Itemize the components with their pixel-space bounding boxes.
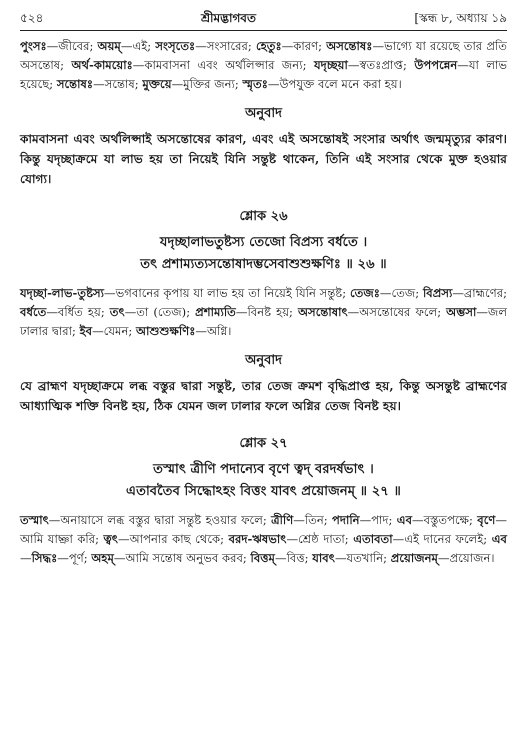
synonym-meaning: আমি যাচ্ঞা করি; bbox=[20, 532, 104, 546]
synonym-meaning: জীবের; bbox=[58, 39, 98, 53]
synonym-meaning: তা (তেজ); bbox=[136, 305, 196, 319]
synonym-meaning: বিত্ত; bbox=[286, 551, 313, 565]
synonym-meaning: সন্তোষ; bbox=[104, 77, 143, 91]
translation-heading-26: অনুবাদ bbox=[245, 353, 282, 368]
synonym-word: মুক্তয়ে bbox=[142, 77, 172, 91]
synonym-word: এব bbox=[491, 532, 507, 546]
synonym-word: বর্ধতে bbox=[20, 305, 47, 319]
synonym-word: হেতুঃ bbox=[255, 39, 282, 53]
synonym-meaning: বস্তুতপক্ষে; bbox=[423, 513, 478, 527]
synonym-meaning: বর্ধিত হয়; bbox=[57, 305, 110, 319]
translation-26: যে ব্রাহ্মণ যদৃচ্ছাক্রমে লব্ধ বস্তুর দ্বারা সন্তুষ্ট, তার তেজ ক্রমশ বৃদ্ধিপ্রাপ্ত হয়, কিন্তু অসন্তুষ্ট ব্রাহ্মণের আধ্যাত্মিক শক্তি বিনষ্ট হয়, ঠিক যেমন জল ঢালার ফলে অগ্নির তেজ বিনষ্ট হয়। bbox=[20, 379, 507, 413]
synonym-meaning: সংসারের; bbox=[206, 39, 256, 53]
synonym-word: বরদ-ঋষভাৎ bbox=[228, 532, 287, 546]
synonym-word: পুংসঃ bbox=[20, 39, 47, 53]
synonym-word: বৃণে bbox=[477, 513, 496, 527]
synonym-meaning: যেমন; bbox=[103, 324, 136, 338]
synonym-meaning: ব্রাহ্মণের; bbox=[464, 286, 507, 300]
synonyms-paragraph-26: যদৃচ্ছা-লাভ-তুষ্টস্য—ভগবানের কৃপায় যা লাভ হয় তা নিয়েই যিনি সন্তুষ্ট; তেজঃ—তেজ; বিপ্রস্য—ব্রাহ্মণের; বর্ধতে—বর্ধিত হয়; তৎ—তা (তেজ); প্রশাম্যতি—বিনষ্ট হয়; অসন্তোষাৎ—অসন্তোষের ফলে; অম্ভসা—জল ঢালার দ্বারা; ইব—যেমন; আশুশুক্ষণিঃ—অগ্নি। bbox=[20, 286, 507, 338]
synonym-word: তেজঃ bbox=[349, 286, 380, 300]
synonym-word: সিদ্ধঃ bbox=[31, 551, 58, 565]
synonym-meaning: প্রয়োজন। bbox=[449, 551, 495, 565]
synonym-word: অয়ম্ bbox=[97, 39, 121, 53]
synonym-meaning: ভাগ্যে যা রয়েছে তার প্রতি অসন্তোষ; bbox=[20, 39, 508, 72]
synonym-word: অসন্তোষঃ bbox=[326, 39, 373, 53]
translation-25: কামবাসনা এবং অর্থলিপ্সাই অসন্তোষের কারণ, এবং এই অসন্তোষই সংসার অর্থাৎ জন্মমৃত্যুর কারণ। কিন্তু যদৃচ্ছাক্রমে যা লাভ হয় তা নিয়েই যিনি সন্তুষ্ট থাকেন, তিনি এই সংসার থেকে মুক্ত হওয়ার যোগ্য। bbox=[20, 132, 507, 186]
synonym-word: প্রয়োজনম্ bbox=[390, 551, 438, 565]
synonym-meaning: আমি সন্তোষ অনুভব করব; bbox=[125, 551, 251, 565]
synonym-word: বিপ্রস্য bbox=[422, 286, 453, 300]
synonym-word: পদানি bbox=[332, 513, 360, 527]
synonym-meaning: পূর্ণ; bbox=[68, 551, 92, 565]
verse-27-line-1: তস্মাৎ ত্রীণি পদান্যেব বৃণে ত্বদ্ বরদর্ষভাৎ । bbox=[153, 462, 374, 477]
synonym-meaning: তেজ; bbox=[391, 286, 423, 300]
synonym-word: ইব bbox=[79, 324, 93, 338]
synonym-word: ত্রীণি bbox=[271, 513, 294, 527]
synonym-word: তস্মাৎ bbox=[20, 513, 49, 527]
synonym-meaning: পাদ; bbox=[371, 513, 397, 527]
synonym-meaning: কামবাসনা এবং অর্থলিপ্সার জন্য; bbox=[144, 58, 314, 72]
synonym-meaning: যতখানি; bbox=[346, 551, 391, 565]
synonym-word: অসন্তোষাৎ bbox=[298, 305, 348, 319]
synonym-word: সংসৃতেঃ bbox=[155, 39, 196, 53]
synonym-word: ত্বৎ bbox=[103, 532, 118, 546]
translation-heading-25: অনুবাদ bbox=[245, 106, 282, 121]
verse-26-line-1: যদৃচ্ছালাভতুষ্টস্য তেজো বিপ্রস্য বর্ধতে । bbox=[159, 235, 368, 250]
synonym-word: অম্ভসা bbox=[446, 305, 477, 319]
synonym-word: যাবৎ bbox=[312, 551, 335, 565]
verse-heading-26: শ্লোক ২৬ bbox=[239, 209, 288, 224]
synonym-word: তৎ bbox=[109, 305, 125, 319]
synonyms-paragraph-25: পুংসঃ—জীবের; অয়ম্—এই; সংসৃতেঃ—সংসারের; হেতুঃ—কারণ; অসন্তোষঃ—ভাগ্যে যা রয়েছে তার প্রতি অসন্তোষ; অর্থ-কাময়োঃ—কামবাসনা এবং অর্থলিপ্সার জন্য; যদৃচ্ছয়া—স্বতঃপ্রাপ্ত; উপপন্নেন—যা লাভ হয়েছে; সন্তোষঃ—সন্তোষ; মুক্তয়ে—মুক্তির জন্য; স্মৃতঃ—উপযুক্ত বলে মনে করা হয়। bbox=[20, 39, 508, 91]
synonym-meaning: অসন্তোষের ফলে; bbox=[359, 305, 447, 319]
synonyms-paragraph-27: তস্মাৎ—অনায়াসে লব্ধ বস্তুর দ্বারা সন্তুষ্ট হওয়ার ফলে; ত্রীণি—তিন; পদানি—পাদ; এব—বস্তুতপক্ষে; বৃণে—আমি যাচ্ঞা করি; ত্বৎ—আপনার কাছ থেকে; বরদ-ঋষভাৎ—শ্রেষ্ঠ দাতা; এতাবতা—এই দানের ফলেই; এব—সিদ্ধঃ—পূর্ণ; অহম্—আমি সন্তোষ অনুভব করব; বিত্তম্—বিত্ত; যাবৎ—যতখানি; প্রয়োজনম্—প্রয়োজন। bbox=[20, 513, 507, 565]
synonym-meaning: ভগবানের কৃপায় যা লাভ হয় তা নিয়েই যিনি সন্তুষ্ট; bbox=[115, 286, 350, 300]
verse-heading-27: শ্লোক ২৭ bbox=[239, 436, 288, 451]
synonym-word: এতাবতা bbox=[353, 532, 393, 546]
synonym-meaning: তিন; bbox=[304, 513, 333, 527]
book-title: শ্রীমদ্ভাগবত bbox=[200, 11, 256, 25]
verse-26-line-2: তৎ প্রশাম্যত্যসন্তোষাদম্ভসেবাশুশুক্ষণিঃ ॥ ২৬ ॥ bbox=[140, 257, 387, 272]
synonym-meaning: এই দানের ফলেই; bbox=[404, 532, 492, 546]
synonym-meaning: অগ্নি। bbox=[206, 324, 232, 338]
synonym-word: এব bbox=[396, 513, 413, 527]
synonym-meaning: যা লাভ হয়েছে; bbox=[20, 58, 507, 91]
page-number: ৫২৪ bbox=[20, 11, 44, 25]
synonym-meaning: আপনার কাছ থেকে; bbox=[129, 532, 229, 546]
synonym-meaning: বিনষ্ট হয়; bbox=[247, 305, 298, 319]
synonym-word: সন্তোষঃ bbox=[56, 77, 94, 91]
synonym-word: আশুশুক্ষণিঃ bbox=[136, 324, 196, 338]
synonym-meaning: অনায়াসে লব্ধ বস্তুর দ্বারা সন্তুষ্ট হওয়ার ফলে; bbox=[60, 513, 272, 527]
synonym-meaning: জল ঢালার দ্বারা; bbox=[20, 305, 507, 338]
synonym-word: প্রশাম্যতি bbox=[195, 305, 236, 319]
synonym-meaning: শ্রেষ্ঠ দাতা; bbox=[298, 532, 354, 546]
synonym-meaning: স্বতঃপ্রাপ্ত; bbox=[359, 58, 415, 72]
synonym-meaning: কারণ; bbox=[293, 39, 327, 53]
synonym-word: যদৃচ্ছয়া bbox=[313, 58, 348, 72]
verse-27-line-2: এতাবতৈব সিদ্ধোঽহং বিত্তং যাবৎ প্রয়োজনম্ ॥ ২৭ ॥ bbox=[126, 484, 401, 499]
synonym-word: বিত্তম্ bbox=[250, 551, 275, 565]
running-header bbox=[20, 8, 507, 31]
synonym-word: যদৃচ্ছা-লাভ-তুষ্টস্য bbox=[20, 286, 105, 300]
synonym-meaning: মুক্তির জন্য; bbox=[183, 77, 243, 91]
synonym-meaning: এই; bbox=[132, 39, 156, 53]
synonym-meaning: উপযুক্ত বলে মনে করা হয়। bbox=[279, 77, 402, 91]
section-label: [স্কন্ধ ৮, অধ্যায় ১৯ bbox=[414, 11, 507, 25]
synonym-word: স্মৃতঃ bbox=[242, 77, 268, 91]
synonym-word: অহম্ bbox=[91, 551, 114, 565]
synonym-word: উপপন্নেন bbox=[414, 58, 458, 72]
synonym-word: অর্থ-কাময়োঃ bbox=[71, 58, 133, 72]
